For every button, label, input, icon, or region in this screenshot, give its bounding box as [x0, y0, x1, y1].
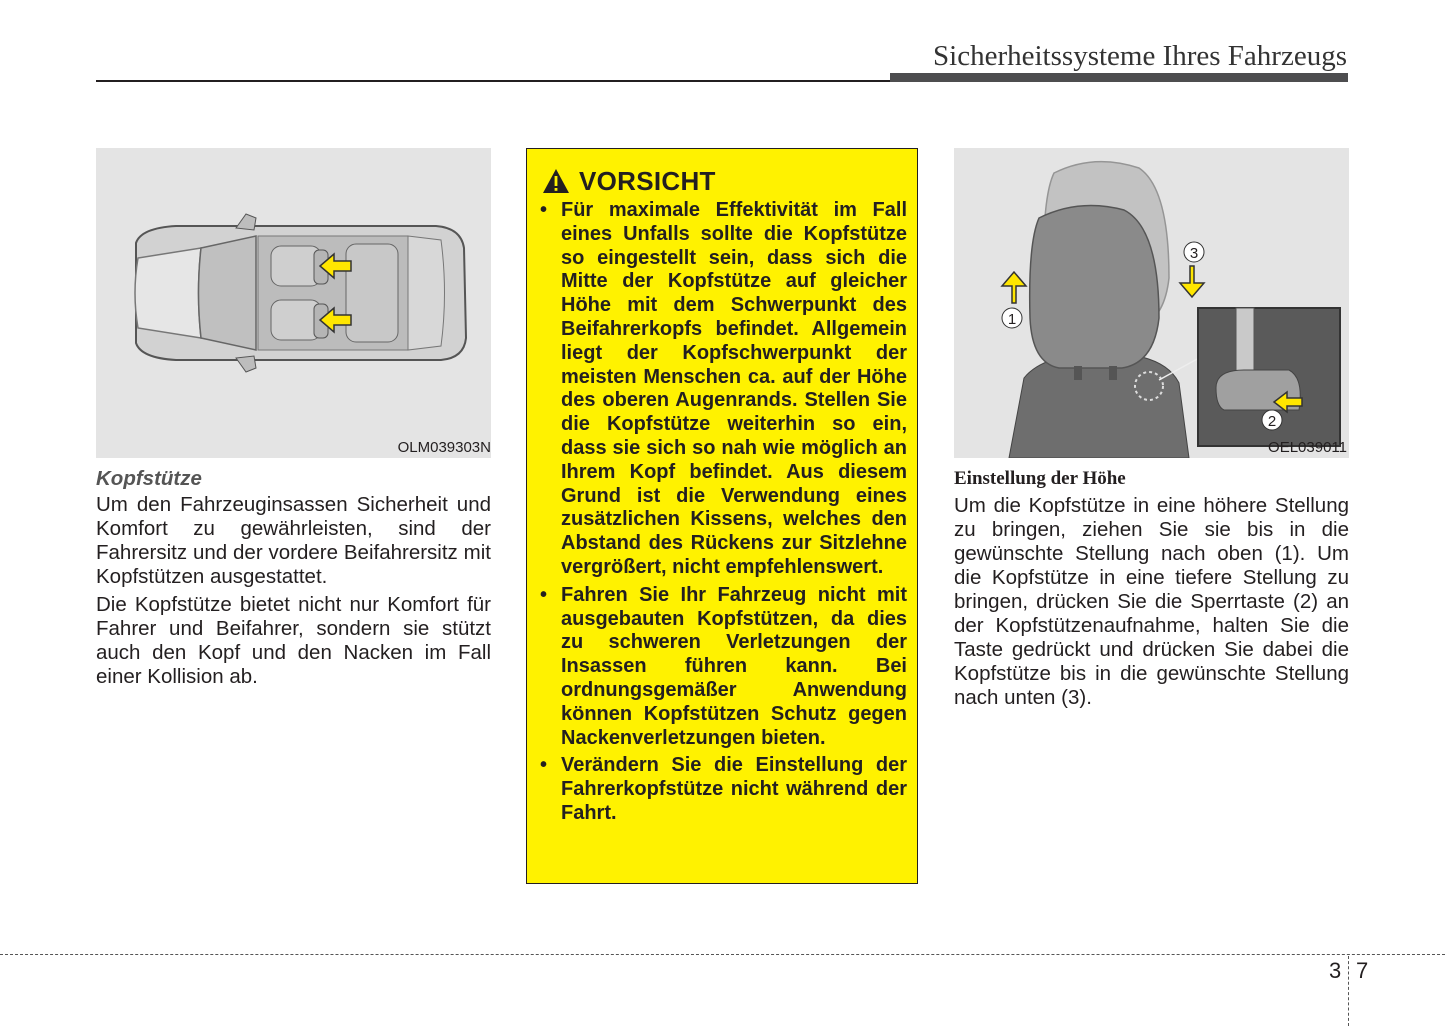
headrest-section — [96, 467, 491, 693]
caution-box — [526, 148, 918, 884]
callout-label: 2 — [1267, 413, 1277, 430]
caution-item — [537, 584, 907, 751]
bullet-icon: • — [540, 754, 548, 777]
header-rule-bold — [890, 73, 1348, 82]
page-header-title: Sicherheitssysteme Ihres Fahrzeugs — [933, 40, 1347, 72]
bullet-icon: • — [540, 583, 548, 606]
height-adjustment-section — [954, 467, 1349, 714]
section-heading: Kopfstütze — [96, 467, 202, 490]
page-number-separator — [1348, 956, 1349, 1026]
caution-item-text: Für maximale Effektivität im Fall eines Unfalls sollte die Kopfstütze so eingestellt sein, dass sich die Mitte der Kopfstütze auf gleicher Höhe mit dem Schwerpunkt des Beifahrerkopfs befindet. Allgemein liegt der Kopfschwerpunkt der meisten Menschen ca. auf der Höhe des oberen Augenrands. Stellen Sie die Kopfstütze weiterhin so ein, dass sie sich so nah wie möglich an Ihrem Kopf befindet. Aus diesem Grund ist die Verwendung eines zusätzlichen Kissens, welches den Abstand des Rückens zur Sitzlehne vergrößert, nicht empfehlenswert. — [561, 199, 907, 578]
paragraph: Die Kopfstütze bietet nicht nur Komfort für Fahrer und Beifahrer, sondern sie stützt auch den Kopf und den Nacken im Fall einer Kollision ab. — [96, 593, 491, 688]
header-rule — [96, 80, 892, 82]
caution-item — [537, 754, 907, 825]
callout-label: 1 — [1007, 311, 1017, 328]
chapter-number: 3 — [1329, 958, 1342, 983]
headrest-adjustment-figure — [954, 148, 1349, 458]
caution-title: VORSICHT — [579, 165, 716, 196]
paragraph: Um den Fahrzeuginsassen Sicherheit und Komfort zu gewährleisten, sind der Fahrersitz und der vordere Beifahrersitz mit Kopfstützen ausgestattet. — [96, 493, 491, 588]
paragraph: Um die Kopfstütze in eine höhere Stellung zu bringen, ziehen Sie sie bis in die gewünschte Stellung nach oben (1). Um die Kopfstütze in eine tiefere Stellung zu bringen, drücken Sie die Sperrtaste (2) an der Kopfstützenaufnahme, halten Sie die Taste gedrückt und drücken Sie dabei die Kopfstütze bis in die gewünschte Stellung nach unten (3). — [954, 494, 1349, 709]
callout-label: 3 — [1189, 245, 1199, 262]
section-heading: Einstellung der Höhe — [954, 468, 1126, 489]
caution-item — [537, 199, 907, 580]
caution-item-text: Verändern Sie die Einstellung der Fahrerkopfstütze nicht während der Fahrt. — [561, 754, 907, 824]
page-number: 7 — [1356, 958, 1369, 983]
headrest-adjustment-illustration — [954, 148, 1349, 458]
figure-code: OLM039303N — [397, 439, 491, 456]
footer-rule — [0, 954, 1445, 955]
figure-code: OEL039011 — [1268, 439, 1347, 456]
car-top-view-figure — [96, 148, 491, 458]
caution-list — [537, 199, 907, 830]
warning-triangle-icon — [541, 167, 571, 195]
caution-item-text: Fahren Sie Ihr Fahrzeug nicht mit ausgebauten Kopfstützen, da dies zu schweren Verletzungen der Insassen führen kann. Bei ordnungsgemäßer Anwendung können Kopfstützen Schutz gegen Nackenverletzungen bieten. — [561, 583, 907, 749]
car-top-view-illustration — [96, 148, 491, 458]
caution-header — [541, 165, 716, 197]
bullet-icon: • — [540, 199, 548, 221]
